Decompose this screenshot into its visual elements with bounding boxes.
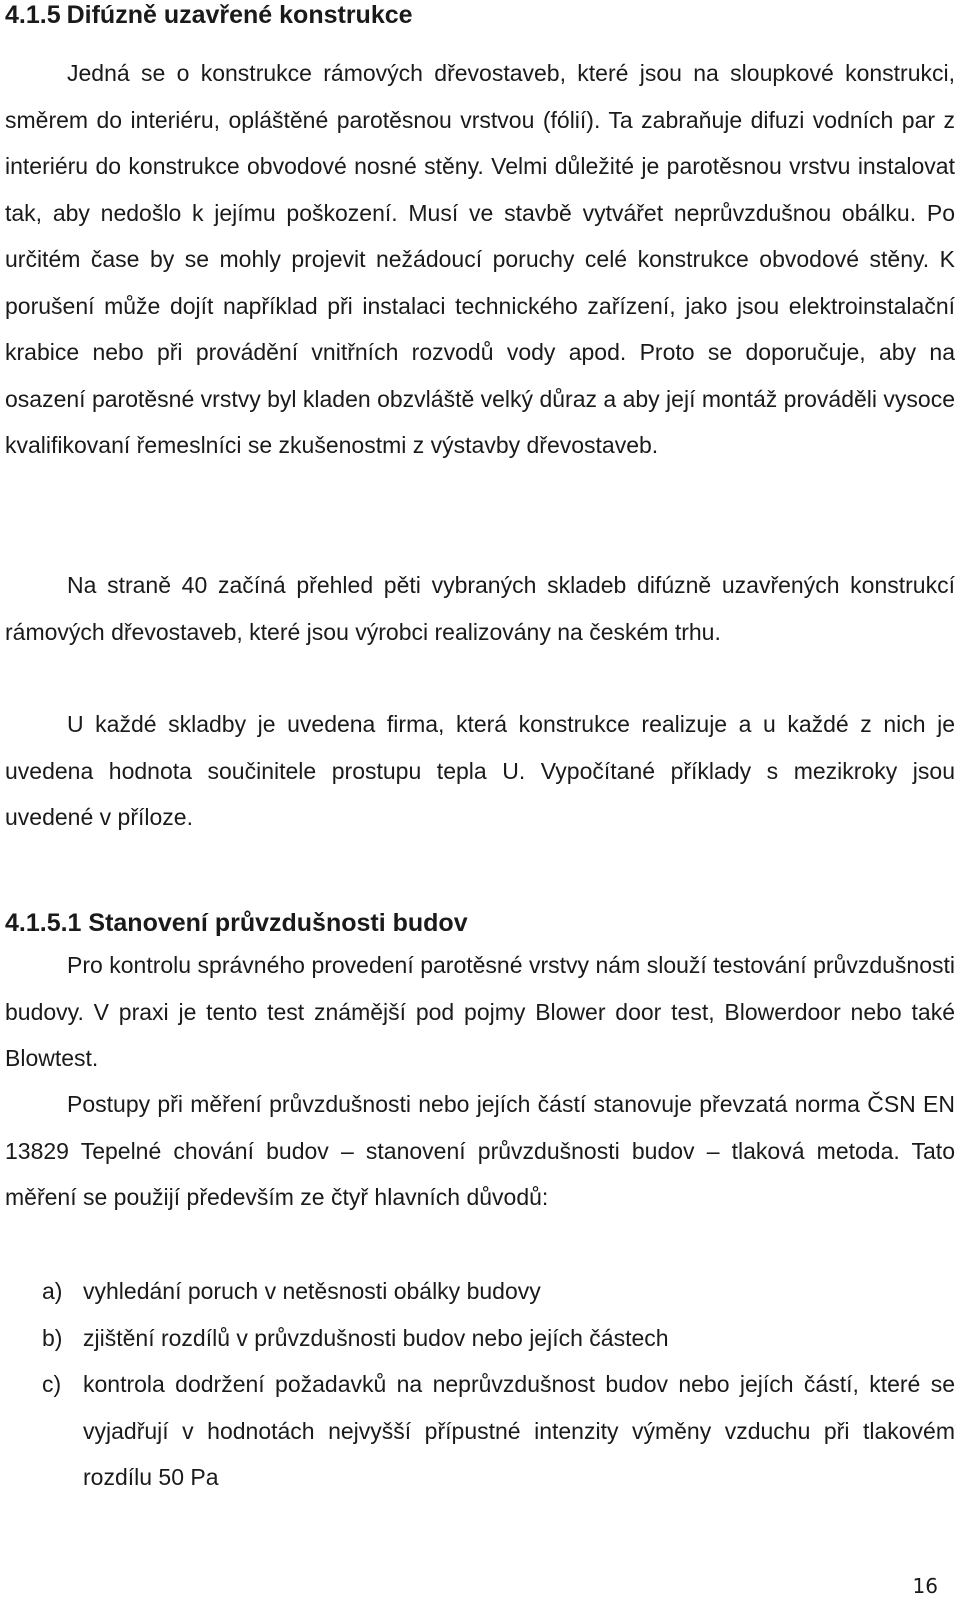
subsection-paragraph-1: Pro kontrolu správného provedení parotěsné vrstvy nám slouží testování průvzdušnosti budovy. V praxi je tento test známější pod pojmy Blower door test, Blowerdoor nebo také Blowtest. <box>5 952 955 1071</box>
section-paragraph-2: Na straně 40 začíná přehled pěti vybraných skladeb difúzně uzavřených konstrukcí rámových dřevostaveb, které jsou výrobci realizovány na českém trhu. <box>5 572 955 645</box>
section-heading <box>5 0 413 30</box>
list-item <box>5 1315 955 1362</box>
subsection-number: 4.1.5.1 <box>5 909 82 937</box>
list-item-text: kontrola dodržení požadavků na neprůvzdušnost budov nebo jejích částí, které se vyjadřují v hodnotách nejvyšší přípustné intenzity výměny vzduchu při tlakovém rozdílu 50 Pa <box>83 1371 955 1490</box>
section-paragraph-3: U každé skladby je uvedena firma, která konstrukce realizuje a u každé z nich je uvedena hodnota součinitele prostupu tepla U. Vypočítané příklady s mezikroky jsou uvedené v příloze. <box>5 711 955 830</box>
subsection-paragraph-2: Postupy při měření průvzdušnosti nebo jejích částí stanovuje převzatá norma ČSN EN 13829 Tepelné chování budov – stanovení průvzdušnosti budov – tlaková metoda. Tato měření se použijí především ze čtyř hlavních důvodů: <box>5 1091 955 1210</box>
list-marker: b) <box>42 1324 63 1351</box>
section-title: Difúzně uzavřené konstrukce <box>66 1 413 29</box>
reasons-list <box>5 1268 955 1501</box>
list-item <box>5 1361 955 1501</box>
list-marker: a) <box>42 1278 63 1304</box>
list-marker: c) <box>42 1371 62 1397</box>
list-item-text: zjištění rozdílů v průvzdušnosti budov nebo jejích částech <box>83 1324 669 1351</box>
list-item <box>5 1268 955 1315</box>
list-item-text: vyhledání poruch v netěsnosti obálky budovy <box>83 1278 541 1304</box>
section-number: 4.1.5 <box>5 1 61 29</box>
section-paragraph-1: Jedná se o konstrukce rámových dřevostaveb, které jsou na sloupkové konstrukci, směrem do interiéru, opláštěné parotěsnou vrstvou (fólií). Ta zabraňuje difuzi vodních par z interiéru do konstrukce obvodové nosné stěny. Velmi důležité je parotěsnou vrstvu instalovat tak, aby nedošlo k jejímu poškození. Musí ve stavbě vytvářet neprůvzdušnou obálku. Po určitém čase by se mohly projevit nežádoucí poruchy celé konstrukce obvodové stěny. K porušení může dojít například při instalaci technického zařízení, jako jsou elektroinstalační krabice nebo při provádění vnitřních rozvodů vody apod. Proto se doporučuje, aby na osazení parotěsné vrstvy byl kladen obzvláště velký důraz a aby její montáž prováděli vysoce kvalifikovaní řemeslníci se zkušenostmi z výstavby dřevostaveb. <box>5 60 955 458</box>
subsection-heading <box>5 907 468 939</box>
subsection-title: Stanovení průvzdušnosti budov <box>88 909 468 937</box>
page-number: 16 <box>912 1574 938 1598</box>
